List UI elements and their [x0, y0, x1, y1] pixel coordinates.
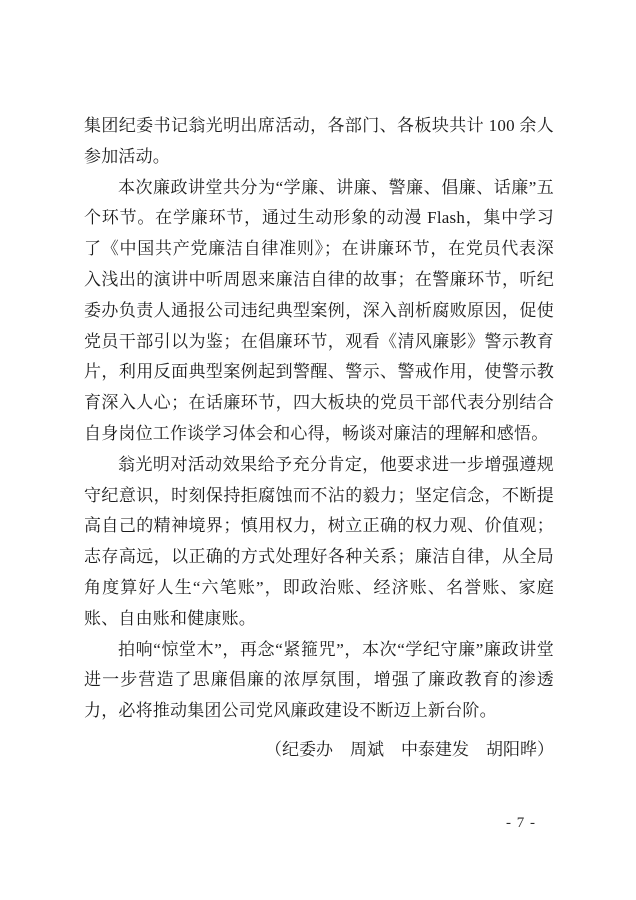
paragraph-leader-remarks: 翁光明对活动效果给予充分肯定，他要求进一步增强遵规守纪意识，时刻保持拒腐蚀而不沾的毅力；坚定信念，不断提高自己的精神境界；慎用权力，树立正确的权力观、价值观；志存高远，以正确的方式处理好各种关系；廉洁自律，从全局角度算好人生“六笔账”，即政治账、经济账、名誉账、家庭账、自由账和健康账。: [84, 454, 554, 628]
paragraph-continuation: 集团纪委书记翁光明出席活动，各部门、各板块共计 100 余人参加活动。: [84, 116, 554, 166]
paragraph-conclusion: 拍响“惊堂木”，再念“紧箍咒”，本次“学纪守廉”廉政讲堂进一步营造了思廉倡廉的浓厚氛围，增强了廉政教育的渗透力，必将推动集团公司党风廉政建设不断迈上新台阶。: [84, 639, 554, 721]
page-number: - 7 -: [506, 815, 536, 831]
byline: （纪委办 周斌 中泰建发 胡阳晔）: [265, 739, 554, 759]
paragraph-lecture-sections: 本次廉政讲堂共分为“学廉、讲廉、警廉、倡廉、话廉”五个环节。在学廉环节，通过生动形象的动漫 Flash，集中学习了《中国共产党廉洁自律准则》；在讲廉环节，在党员代表深入浅出的演讲中听周恩来廉洁自律的故事；在警廉环节，听纪委办负责人通报公司违纪典型案例，深入剖析腐败原因，促使党员干部引以为鉴；在倡廉环节，观看《清风廉影》警示教育片，利用反面典型案例起到警醒、警示、警戒作用，使警示教育深入人心；在话廉环节，四大板块的党员干部代表分别结合自身岗位工作谈学习体会和心得，畅谈对廉洁的理解和感悟。: [84, 177, 554, 443]
text-block: [84, 111, 554, 766]
